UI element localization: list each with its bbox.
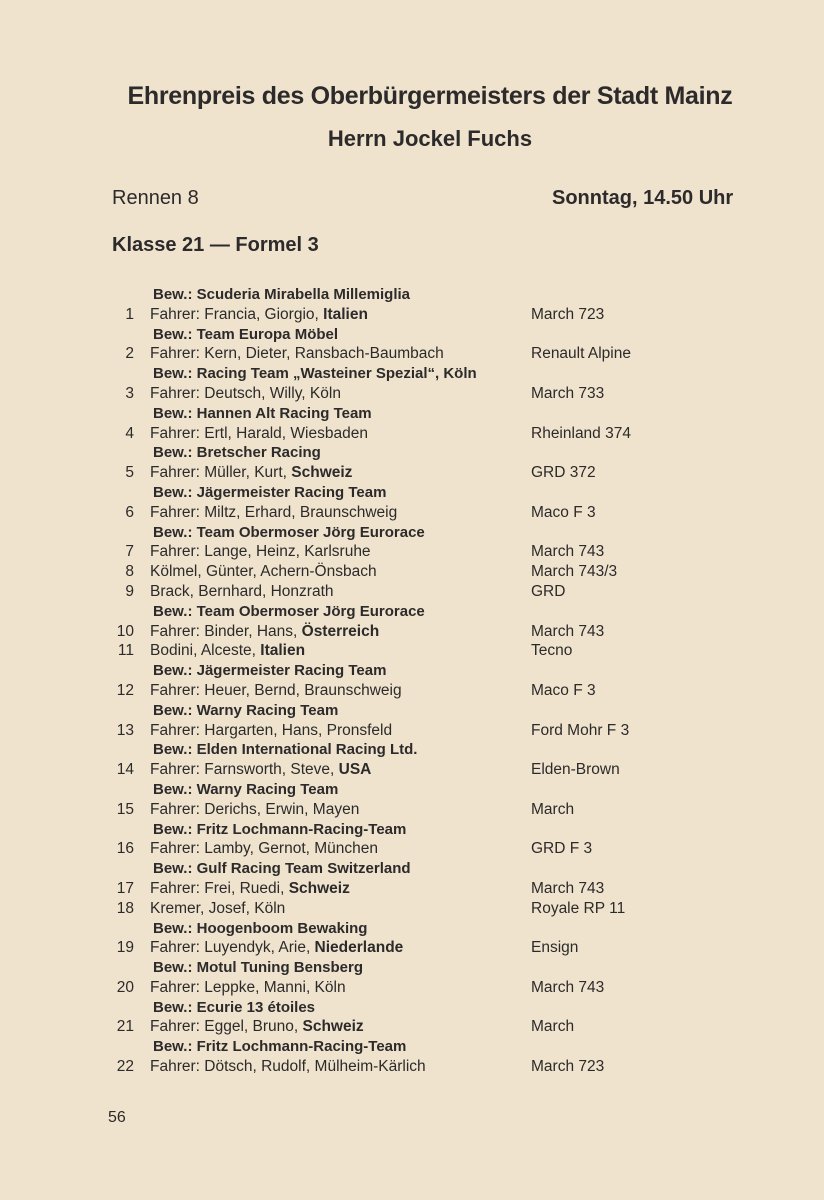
driver-row [0, 305, 824, 325]
car-model: Ford Mohr F 3 [531, 721, 630, 739]
car-model: GRD [531, 582, 566, 600]
car-model: GRD 372 [531, 464, 596, 482]
driver-name: Fahrer: Luyendyk, Arie, [150, 939, 311, 957]
driver-name: Fahrer: Lamby, Gernot, München [150, 840, 379, 858]
driver-row [0, 721, 824, 741]
driver-text [150, 1057, 426, 1077]
start-number: 9 [125, 582, 134, 600]
page-title: Ehrenpreis des Oberbürgermeisters der Stadt Mainz [127, 82, 733, 110]
driver-name: Fahrer: Farnsworth, Steve, [150, 761, 335, 779]
entrant-line: Bew.: Racing Team „Wasteiner Spezial“, Köln [153, 365, 477, 383]
start-number: 13 [116, 721, 134, 739]
start-number: 2 [125, 345, 134, 363]
driver-name: Fahrer: Müller, Kurt, [150, 464, 287, 482]
race-time: Sonntag, 14.50 Uhr [552, 187, 734, 209]
driver-row [0, 681, 824, 701]
car-model: Maco F 3 [531, 503, 596, 521]
driver-text [150, 681, 402, 701]
driver-text [150, 879, 350, 899]
car-model: Ensign [531, 939, 579, 957]
start-number: 12 [116, 681, 134, 699]
car-model: March 723 [531, 305, 605, 323]
car-model: Royale RP 11 [531, 899, 626, 917]
entrant-line: Bew.: Jägermeister Racing Team [153, 483, 387, 501]
car-model: March 743 [531, 978, 605, 996]
entrant-line: Bew.: Hoogenboom Bewaking [153, 919, 368, 937]
entry-4 [0, 404, 824, 444]
driver-name: Fahrer: Francia, Giorgio, [150, 305, 319, 323]
car-model: Rheinland 374 [531, 424, 631, 442]
page-subtitle: Herrn Jockel Fuchs [327, 126, 533, 151]
driver-country: Österreich [297, 622, 380, 640]
entry-22 [0, 1037, 824, 1077]
entrant-line: Bew.: Fritz Lochmann-Racing-Team [153, 820, 407, 838]
entrant-line: Bew.: Warny Racing Team [153, 780, 339, 798]
entry-3 [0, 364, 824, 404]
driver-country: Italien [255, 642, 306, 660]
entrant-line: Bew.: Ecurie 13 étoiles [153, 998, 316, 1016]
entry-14 [0, 740, 824, 780]
car-model: March 743 [531, 879, 605, 897]
driver-text [150, 622, 379, 642]
start-number: 4 [125, 424, 134, 442]
entrant-line: Bew.: Jägermeister Racing Team [153, 662, 387, 680]
entry-21 [0, 998, 824, 1038]
driver-name: Fahrer: Binder, Hans, [150, 622, 298, 640]
car-model: GRD F 3 [531, 840, 593, 858]
driver-text [150, 463, 352, 483]
entry-19 [0, 919, 824, 959]
driver-row [0, 582, 824, 602]
car-model: March [531, 800, 575, 818]
car-model: Renault Alpine [531, 345, 631, 363]
entrant-line: Bew.: Scuderia Mirabella Millemiglia [153, 286, 411, 303]
start-number: 22 [116, 1058, 134, 1076]
driver-name: Brack, Bernhard, Honzrath [150, 582, 334, 600]
car-model: Elden-Brown [531, 761, 620, 779]
driver-row [0, 463, 824, 483]
car-model: March 743 [531, 543, 605, 561]
driver-row [0, 424, 824, 444]
driver-text [150, 760, 371, 780]
driver-text [150, 938, 403, 958]
start-number: 14 [116, 761, 134, 779]
car-model: March 743 [531, 622, 605, 640]
entry-12 [0, 661, 824, 701]
driver-text [150, 721, 392, 741]
start-number: 19 [116, 939, 134, 957]
driver-row [0, 978, 824, 998]
entrant-line: Bew.: Team Obermoser Jörg Eurorace [153, 602, 425, 620]
entrant-line: Bew.: Team Europa Möbel [153, 325, 339, 343]
driver-row [0, 839, 824, 859]
driver-country: Italien [318, 305, 368, 323]
entrant-line: Bew.: Motul Tuning Bensberg [153, 959, 363, 977]
entrant-line: Bew.: Hannen Alt Racing Team [153, 404, 372, 422]
entry-8 [0, 562, 824, 582]
driver-name: Fahrer: Kern, Dieter, Ransbach-Baumbach [150, 345, 444, 363]
entry-11 [0, 641, 824, 661]
driver-row [0, 879, 824, 899]
driver-name: Fahrer: Heuer, Bernd, Braunschweig [150, 681, 402, 699]
start-number: 7 [125, 543, 134, 561]
start-number: 20 [116, 978, 134, 996]
driver-row [0, 938, 824, 958]
driver-row [0, 800, 824, 820]
start-number: 10 [116, 622, 134, 640]
car-model: Tecno [531, 642, 573, 660]
driver-row [0, 622, 824, 642]
start-number: 6 [125, 503, 134, 521]
start-number: 17 [116, 879, 134, 897]
entry-6 [0, 483, 824, 523]
entrant-line: Bew.: Elden International Racing Ltd. [153, 741, 418, 759]
car-model: March 723 [531, 1058, 605, 1076]
driver-name: Fahrer: Eggel, Bruno, [150, 1018, 299, 1036]
driver-text [150, 582, 334, 602]
entry-list [0, 285, 824, 1077]
driver-text [150, 344, 444, 364]
entry-13 [0, 701, 824, 741]
driver-text [150, 641, 305, 661]
driver-text [150, 424, 368, 444]
driver-row [0, 1057, 824, 1077]
driver-text [150, 839, 378, 859]
start-number: 16 [116, 840, 134, 858]
driver-name: Kremer, Josef, Köln [150, 899, 286, 917]
start-number: 8 [125, 563, 134, 581]
start-number: 18 [116, 899, 134, 917]
entrant-line: Bew.: Gulf Racing Team Switzerland [153, 860, 411, 878]
driver-name: Fahrer: Deutsch, Willy, Köln [150, 384, 341, 402]
driver-row [0, 562, 824, 582]
entry-16 [0, 820, 824, 860]
driver-row [0, 1017, 824, 1037]
entrant-line: Bew.: Team Obermoser Jörg Eurorace [153, 523, 425, 541]
car-model: Maco F 3 [531, 681, 596, 699]
car-model: March 733 [531, 384, 605, 402]
driver-text [150, 899, 285, 919]
page-number: 56 [108, 1109, 126, 1126]
race-class: Klasse 21 — Formel 3 [112, 234, 319, 256]
driver-country: Schweiz [298, 1018, 364, 1036]
entrant-line: Bew.: Warny Racing Team [153, 701, 339, 719]
car-model: March [531, 1018, 575, 1036]
driver-row [0, 760, 824, 780]
start-number: 1 [125, 305, 134, 323]
driver-text [150, 562, 377, 582]
car-model: March 743/3 [531, 563, 618, 581]
driver-country: Schweiz [284, 879, 350, 897]
entry-10 [0, 602, 824, 642]
driver-name: Fahrer: Ertl, Harald, Wiesbaden [150, 424, 368, 442]
entrant-line: Bew.: Bretscher Racing [153, 444, 321, 462]
entry-7 [0, 523, 824, 563]
driver-name: Fahrer: Lange, Heinz, Karlsruhe [150, 543, 371, 561]
entrant-line: Bew.: Fritz Lochmann-Racing-Team [153, 1038, 407, 1056]
driver-country: USA [334, 761, 372, 779]
entry-5 [0, 443, 824, 483]
driver-country: Schweiz [286, 464, 353, 482]
driver-name: Fahrer: Miltz, Erhard, Braunschweig [150, 503, 398, 521]
entry-2 [0, 325, 824, 365]
race-number: Rennen 8 [112, 187, 199, 209]
driver-row [0, 641, 824, 661]
driver-name: Fahrer: Hargarten, Hans, Pronsfeld [150, 721, 393, 739]
start-number: 11 [117, 642, 134, 660]
entry-17 [0, 859, 824, 899]
driver-text [150, 800, 359, 820]
entry-1 [0, 285, 824, 325]
driver-text [150, 542, 371, 562]
driver-text [150, 1017, 364, 1037]
start-number: 21 [116, 1018, 134, 1036]
start-number: 15 [116, 800, 134, 818]
driver-text [150, 978, 346, 998]
driver-row [0, 542, 824, 562]
driver-row [0, 384, 824, 404]
start-number: 3 [125, 384, 134, 402]
entry-18 [0, 899, 824, 919]
entry-9 [0, 582, 824, 602]
driver-name: Kölmel, Günter, Achern-Önsbach [150, 563, 377, 581]
start-number: 5 [125, 464, 134, 482]
driver-name: Fahrer: Dötsch, Rudolf, Mülheim-Kärlich [150, 1058, 426, 1076]
driver-name: Fahrer: Leppke, Manni, Köln [150, 978, 346, 996]
driver-text [150, 305, 368, 325]
driver-text [150, 384, 341, 404]
driver-row [0, 344, 824, 364]
driver-text [150, 503, 397, 523]
driver-row [0, 899, 824, 919]
driver-name: Bodini, Alceste, [150, 642, 256, 660]
entry-20 [0, 958, 824, 998]
driver-name: Fahrer: Derichs, Erwin, Mayen [150, 800, 360, 818]
driver-country: Niederlande [310, 939, 404, 957]
entry-15 [0, 780, 824, 820]
driver-name: Fahrer: Frei, Ruedi, [150, 879, 285, 897]
driver-row [0, 503, 824, 523]
